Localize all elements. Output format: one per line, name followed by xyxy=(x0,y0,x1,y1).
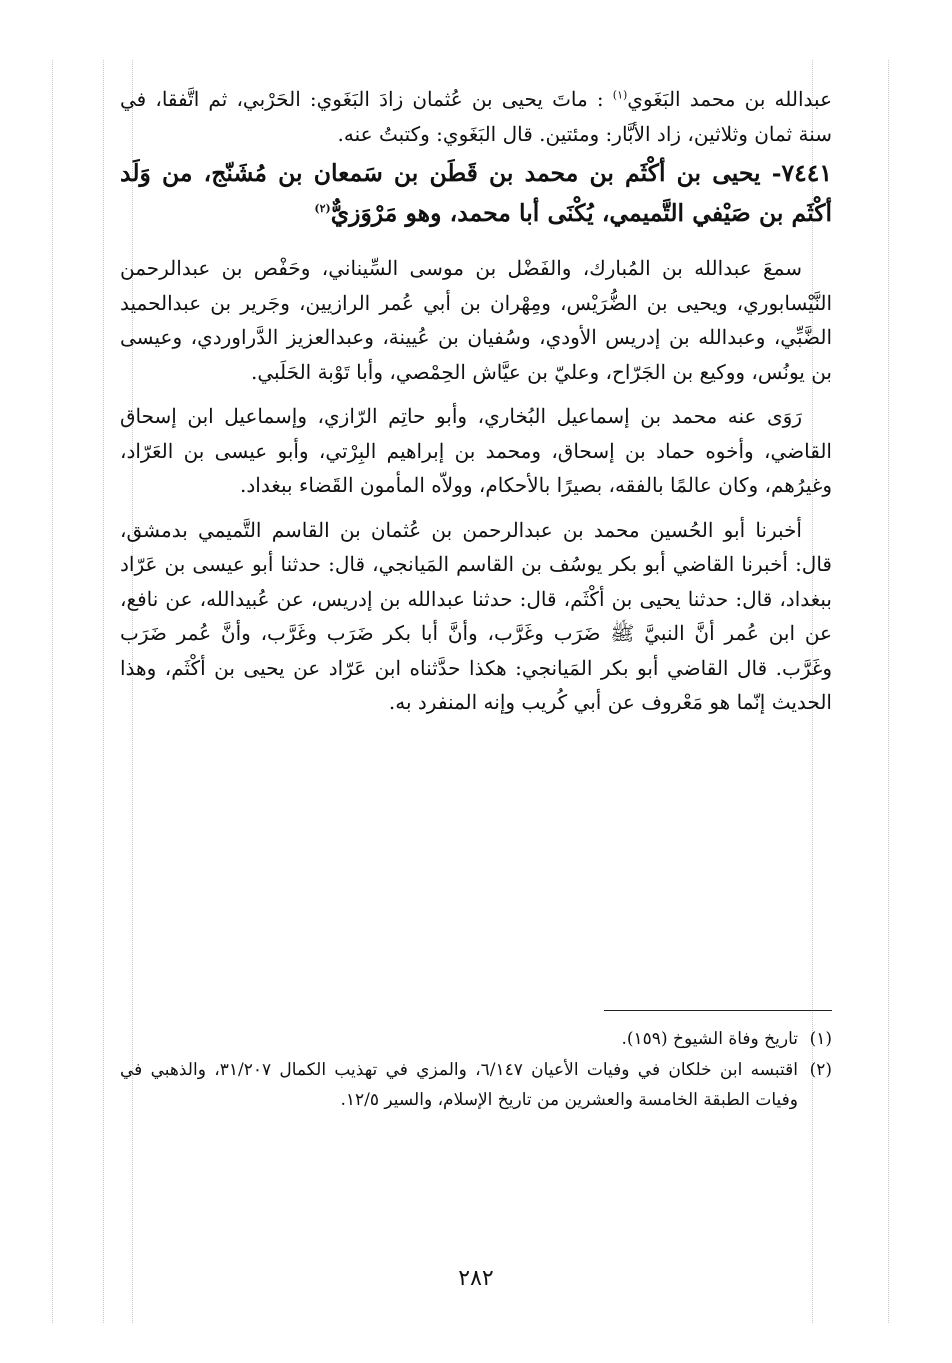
footnote-item: (١) تاريخ وفاة الشيوخ (١٥٩). xyxy=(120,1024,832,1055)
scan-guide-line xyxy=(888,60,889,1323)
footnote-ref: (٢) xyxy=(314,202,331,216)
footnote-item: (٢) اقتبسه ابن خلكان في وفيات الأعيان ٦/١٤٧، والمزي في تهذيب الكمال ٣١/٢٠٧، والذهبي في وفيات الطبقة الخامسة والعشرين من تاريخ الإسلام، والسير ١٢/٥. xyxy=(120,1055,832,1116)
scan-guide-line xyxy=(52,60,53,1323)
paragraph-students: رَوَى عنه محمد بن إسماعيل البُخاري، وأبو حاتِم الرّازي، وإسماعيل ابن إسحاق القاضي، وأخوه حماد بن إسحاق، ومحمد بن إبراهيم البِرْتي، وأبو عيسى بن العَرّاد، وغيرُهم، وكان عالمًا بالفقه، بصيرًا بالأحكام، وولاّه المأمون القَضاء ببغداد. xyxy=(120,404,832,497)
page-number: ٢٨٢ xyxy=(458,1266,494,1291)
paragraph-teachers: سمعَ عبدالله بن المُبارك، والفَضْل بن موسى السِّيناني، وحَفْص بن عبدالرحمن النَّيْسابوري، ويحيى بن الضُّرَيْس، ومِهْران بن أبي عُمر الرازيين، وجَرير بن عبدالحميد الضَّبِّي، وعبدالله بن إدريس الأودي، وسُفيان بن عُيينة، وعبدالعزيز الدَّراوردي، وعيسى بن يونُس، ووكيع بن الجَرّاح، وعليّ بن عيَّاش الحِمْصي، وأبا تَوْبة الحَلَبي. xyxy=(120,256,832,384)
footnotes xyxy=(120,1024,832,1116)
scan-guide-line xyxy=(103,60,104,1323)
footnote-ref: (١) xyxy=(612,88,628,102)
footnote-mark: (١) xyxy=(809,1029,832,1049)
footnote-separator xyxy=(604,1010,832,1011)
main-text xyxy=(120,82,832,730)
footnote-mark: (٢) xyxy=(809,1059,832,1080)
paragraph-hadith: أخبرنا أبو الحُسين محمد بن عبدالرحمن بن عُثمان بن القاسم التَّميمي بدمشق، قال: أخبرنا القاضي أبو بكر يوسُف بن القاسم المَيانجي، قال: حدثنا أبو عيسى بن عَرّاد ببغداد، قال: حدثنا يحيى بن أكْثَم، قال: حدثنا عبدالله بن إدريس، عن عُبيدالله، عن نافع، عن ابن عُمر أنَّ النبيَّ ﷺ ضَرَب وغَرَّب، وأنَّ أبا بكر ضَرَب وغَرَّب، وأنَّ عُمر ضَرَب وغَرَّب. قال القاضي أبو بكر المَيانجي: هكذا حدَّثناه ابن عَرّاد عن يحيى بن أكْثَم، وهذا الحديث إنّما هو مَعْروف عن أبي كُريب وإنه المنفرد به. xyxy=(120,517,832,714)
entry-heading: ٧٤٤١- يحيى بن أكْثَم بن محمد بن قَطَن بن سَمعان بن مُشَنّج، من وَلَد أكْثَم بن صَيْفي التَّميمي، يُكْنَى أبا محمد، وهو مَرْوَزيٌّ$^{(٢)}$ xyxy=(120,159,832,227)
intro-paragraph: عبدالله بن محمد البَغَوي$^{(١)}$ : ماتَ يحيى بن عُثمان زادَ البَغَوي: الحَرْبي، ثم اتَّفقا، في سنة ثمان وثلاثين، زاد الأبَّار: ومئتين. قال البَغَوي: وكتبتُ عنه. xyxy=(120,87,832,146)
